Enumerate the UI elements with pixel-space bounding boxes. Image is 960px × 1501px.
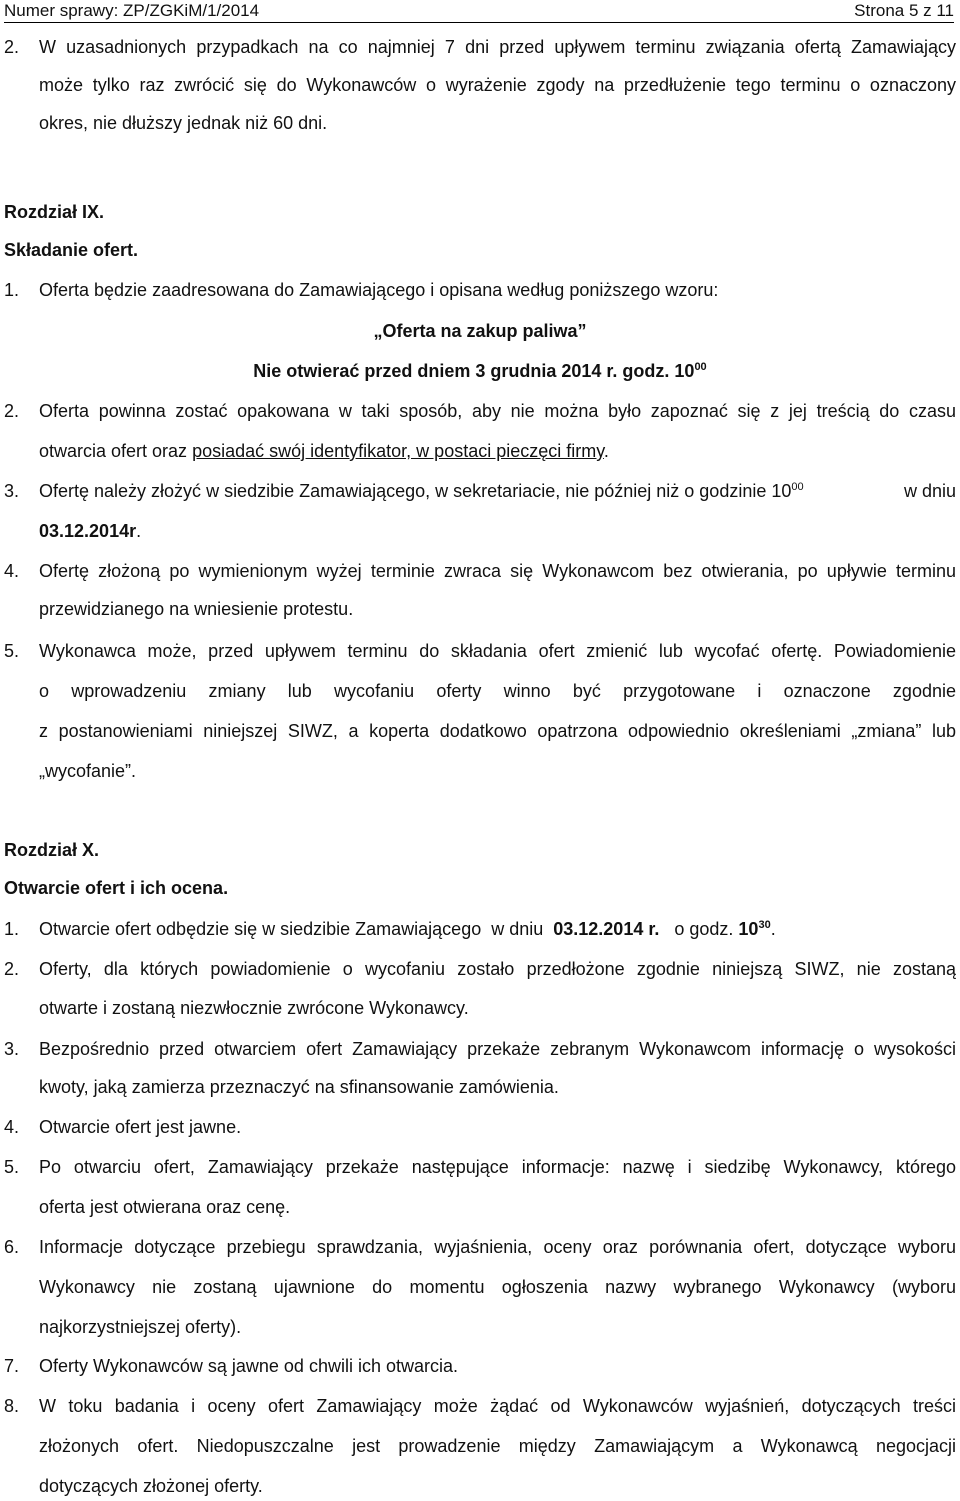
section-title: Rozdział IX. bbox=[4, 202, 105, 222]
page-number: Strona 5 z 11 bbox=[854, 1, 954, 20]
case-number: Numer sprawy: ZP/ZGKiM/1/2014 bbox=[4, 1, 260, 20]
section-subtitle: Otwarcie ofert i ich ocena. bbox=[4, 878, 229, 898]
envelope-title: „Oferta na zakup paliwa” bbox=[373, 321, 587, 341]
section-subtitle: Składanie ofert. bbox=[4, 240, 139, 260]
envelope-note: Nie otwierać przed dniem 3 grudnia 2014 r. godz. $10^{00}$ bbox=[253, 361, 707, 381]
section-title: Rozdział X. bbox=[4, 840, 100, 860]
page-header bbox=[4, 0, 954, 23]
